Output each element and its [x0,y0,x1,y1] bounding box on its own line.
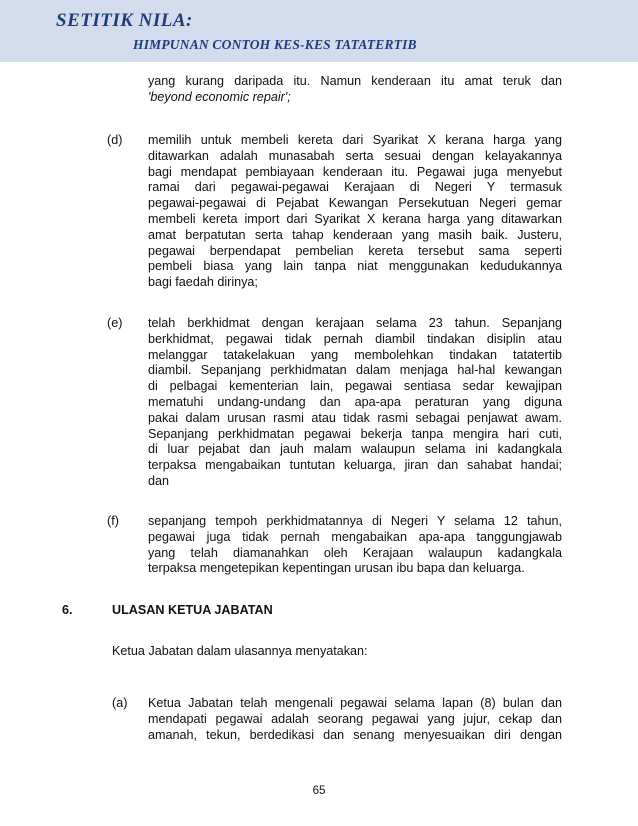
text-line: yang kurang daripada itu. Namun kenderaan itu amat teruk dan [148,74,562,88]
page-number: 65 [312,785,326,797]
text-line: Sepanjang perkhidmatan pegawai bekerja tanpa mengira hari cuti, [148,426,562,441]
text-line: Ketua Jabatan telah mengenali pegawai selama lapan (8) bulan dan [148,696,562,710]
text-line: dan [148,473,170,488]
text-line: di pelbagai kementerian lain, pegawai sentiasa sedar kewajipan [148,379,562,394]
text-line: 'beyond economic repair'; [148,89,291,104]
section-intro: Ketua Jabatan dalam ulasannya menyatakan: [112,644,368,658]
text-line: di luar pejabat dan jauh malam walaupun selama ini kadangkala [148,442,562,457]
text-line: pembeli biasa yang lain tanpa niat menggunakan kedudukannya [148,259,562,274]
header-title: SETITIK NILA: [56,10,193,31]
text-line: pegawai-pegawai di Pejabat Kewangan Persekutuan Negeri gemar [148,196,562,211]
item-label-e: (e) [107,316,123,330]
text-line: diambil. Sepanjang perkhidmatan dalam menjaga hal-hal kewangan [148,363,562,378]
text-line: membeli kereta import dari Syarikat X kerana harga yang ditawarkan [148,211,562,226]
text-line: bagi faedah dirinya; [148,275,258,290]
text-line: ditawarkan adalah munasabah serta sesuai dengan kelayakannya [148,148,562,163]
item-paragraph-e [148,316,562,490]
item-label-f: (f) [107,514,119,528]
text-line: yang telah diamanahkan oleh Kerajaan walaupun kadangkala [148,545,562,560]
text-line: ramai dari pegawai-pegawai Kerajaan di Negeri Y termasuk [148,180,562,195]
text-line: pakai dalam urusan rasmi atau tidak rasmi sebagai penjawat awam. [148,410,562,425]
text-line: pegawai juga tidak pernah mengabaikan apa-apa tanggungjawab [148,529,562,544]
text-line: melanggar tatakelakuan yang membolehkan tindakan tatatertib [148,347,562,362]
item-label-d: (d) [107,133,123,147]
item-label-a: (a) [112,696,128,710]
text-line: telah berkhidmat dengan kerajaan selama 23 tahun. Sepanjang [148,316,562,330]
item-paragraph-d [148,133,562,291]
item-paragraph-a [148,696,562,743]
text-line: mematuhi undang-undang dan apa-apa peraturan yang diguna [148,394,562,409]
header-subtitle: HIMPUNAN CONTOH KES-KES TATATERTIB [133,37,417,52]
continuation-paragraph [148,74,562,106]
text-line: mendapati pegawai adalah seorang pegawai yang jujur, cekap dan [148,711,562,726]
text-line: amat berpatutan serta tahap kenderaan yang masih baik. Justeru, [148,227,562,242]
text-line: berkhidmat, pegawai tidak pernah diambil tindakan disiplin atau [148,331,562,346]
text-line: terpaksa mengetepikan kepentingan urusan ibu bapa dan keluarga. [148,561,525,576]
text-line: sepanjang tempoh perkhidmatannya di Negeri Y selama 12 tahun, [148,514,562,528]
section-number: 6. [62,603,73,617]
text-line: amanah, tekun, berdedikasi dan senang menyesuaikan diri dengan [148,727,562,742]
text-line: pegawai berpendapat pembelian kereta tersebut sama seperti [148,243,562,258]
text-line: terpaksa mengabaikan tuntutan keluarga, jiran dan sahabat handai; [148,458,562,473]
section-title: ULASAN KETUA JABATAN [112,603,273,617]
text-line: bagi mendapat pembiayaan kenderaan itu. Pegawai juga menyebut [148,164,562,179]
page-header [0,0,638,62]
text-line: memilih untuk membeli kereta dari Syarikat X kerana harga yang [148,133,562,147]
item-paragraph-f [148,514,562,577]
